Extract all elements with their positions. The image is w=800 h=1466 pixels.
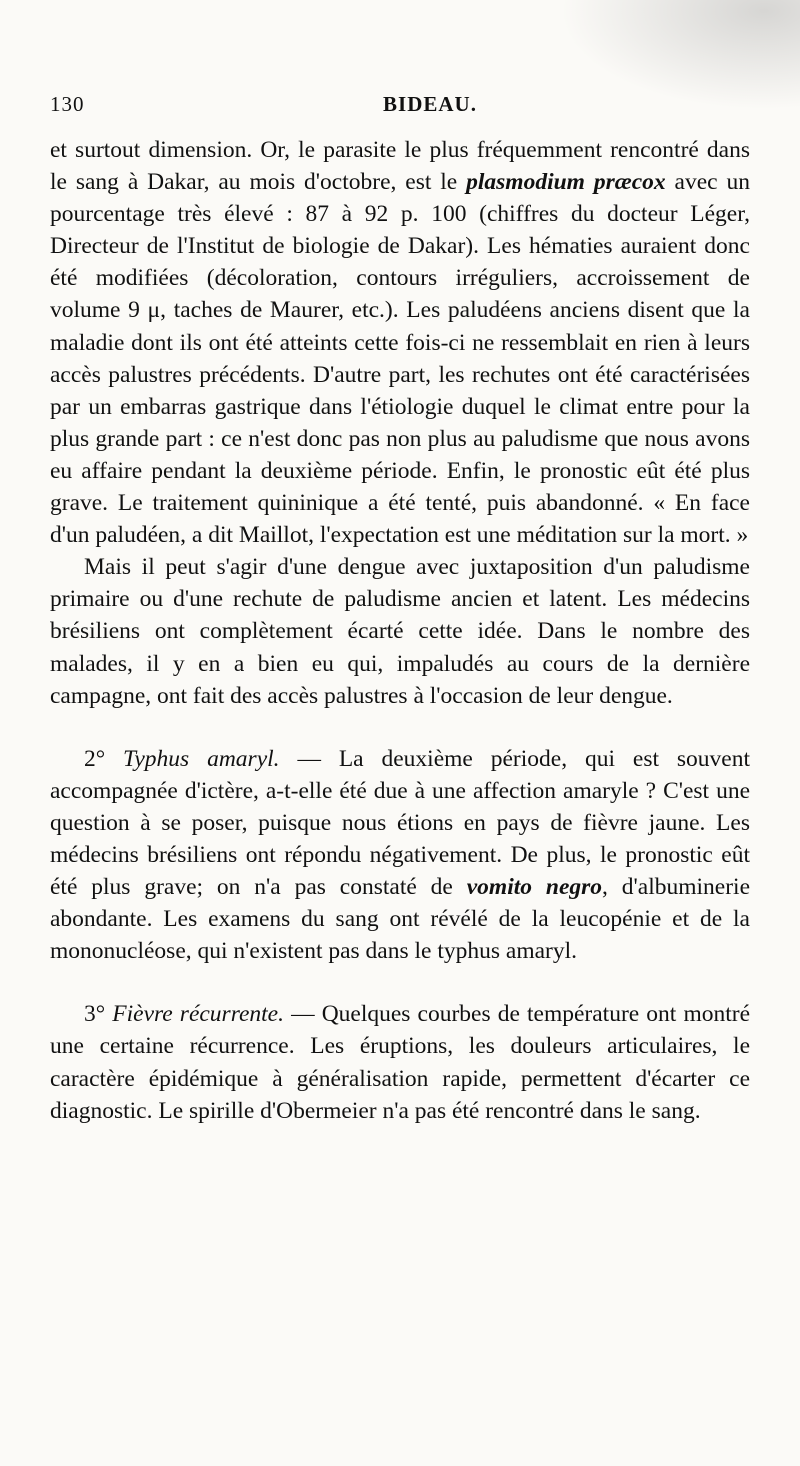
text-run: avec un pourcentage très élevé : 87 à 92 p. 100 (chiffres du docteur Léger, Directeur de l'Institut de biologie de Dakar). Les hématies auraient donc été modifiées (décoloration, contours irréguliers, accroissement de volume 9 μ, taches de Maurer, etc.). Les paludéens anciens disent que la maladie dont ils ont été atteints cette fois-ci ne ressemblait en rien à leurs accès palustres précédents. D'autre part, les rechutes ont été caractérisées par un embarras gastrique dans l'étiologie duquel le climat entre pour la plus grande part : ce n'est donc pas non plus au paludisme que nous avons eu affaire pendant la deuxième période. Enfin, le pronostic eût été plus grave. Le traitement quininique a été tenté, puis abandonné. « En face d'un paludéen, a dit Maillot, l'expectation est une méditation sur la mort. » (50, 169, 750, 549)
paragraph-dengue (50, 551, 750, 711)
section-gap (50, 967, 750, 998)
text-run: — Quelques courbes de température ont montré une certaine récurrence. Les éruptions, les douleurs articulaires, le caractère épidémique à généralisation rapide, permettent d'écarter ce diagnostic. Le spirille d'Obermeier n'a pas été rencontré dans le sang. (50, 1001, 751, 1124)
section-typhus-amaryl (50, 743, 750, 968)
text-run: — La deuxième période, qui est souvent accompagnée d'ictère, a-t-elle été due à une affection amaryle ? C'est une question à se poser, puisque nous étions en pays de fièvre jaune. Les médecins brésiliens ont répondu négativement. De plus, le pronostic eût été plus grave; on n'a pas constaté de (50, 745, 750, 901)
paragraph-parasite (50, 134, 750, 551)
section-number: 2° (84, 745, 124, 772)
page-header (50, 92, 750, 122)
section-heading: Fièvre récurrente. (112, 1001, 284, 1028)
emphasis-vomito-negro: vomito negro (466, 874, 603, 901)
text-run: et surtout dimension. Or, le parasite le plus fréquemment rencontré dans le sang à Dakar, au mois d'octobre, est le (50, 137, 750, 196)
section-fievre-recurrente (50, 998, 750, 1126)
page-number: 130 (50, 92, 85, 116)
section-gap (50, 712, 750, 743)
running-title: BIDEAU. (383, 92, 477, 116)
text-run: , d'albuminerie abondante. Les examens du sang ont révélé de la leucopénie et de la mononucléose, qui n'existent pas dans le typhus amaryl. (50, 874, 751, 965)
section-number: 3° (84, 1001, 113, 1028)
text-run: Mais il peut s'agir d'une dengue avec juxtaposition d'un paludisme primaire ou d'une rechute de paludisme ancien et latent. Les médecins brésiliens ont complètement écarté cette idée. Dans le nombre des malades, il y en a bien eu qui, impaludés au cours de la dernière campagne, ont fait des accès palustres à l'occasion de leur dengue. (50, 554, 750, 709)
body-text (50, 134, 750, 1127)
section-heading: Typhus amaryl. (123, 745, 280, 772)
emphasis-plasmodium: plasmodium præcox (466, 169, 666, 196)
